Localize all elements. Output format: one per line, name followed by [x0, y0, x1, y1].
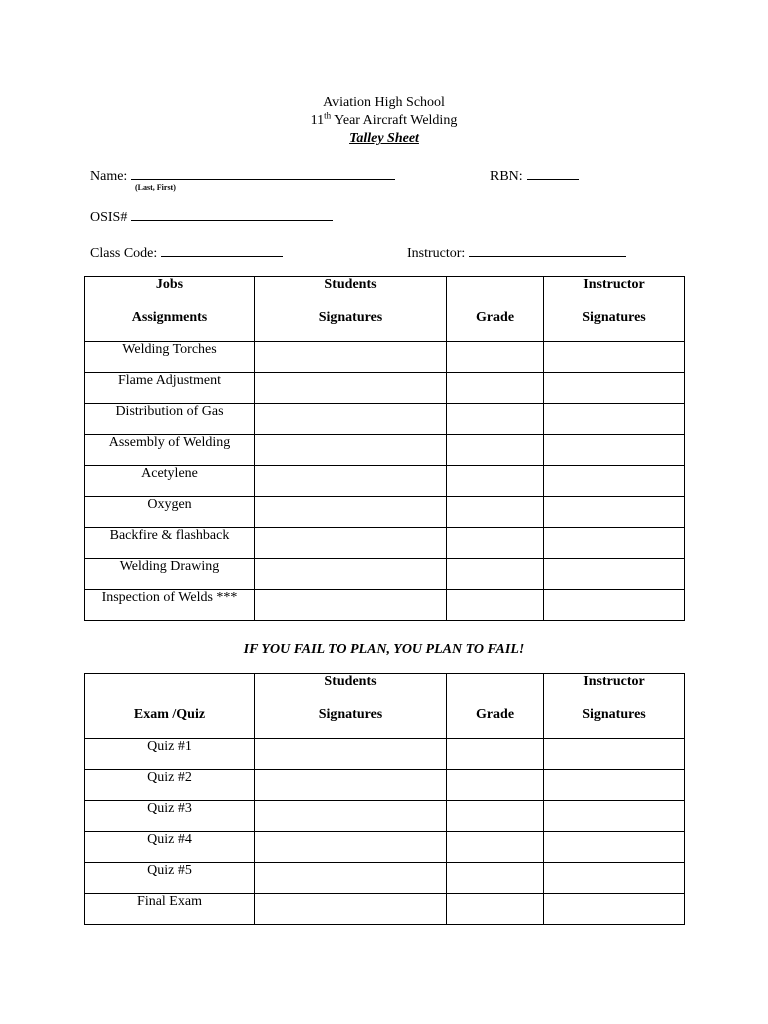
- instructor-signature-cell[interactable]: [544, 342, 685, 373]
- students-header-bottom: Signatures: [318, 707, 383, 722]
- instructor-header-top: Instructor: [583, 674, 645, 689]
- row-label: Assembly of Welding: [85, 435, 255, 466]
- instructor-signature-cell[interactable]: [544, 832, 685, 863]
- student-signature-cell[interactable]: [255, 832, 447, 863]
- exam-row: [85, 801, 685, 832]
- exam-row: [85, 832, 685, 863]
- student-signature-cell[interactable]: [255, 435, 447, 466]
- job-row: [85, 373, 685, 404]
- students-signature-header-cell: [255, 674, 447, 739]
- instructor-header-bottom: Signatures: [582, 707, 646, 722]
- student-signature-cell[interactable]: [255, 559, 447, 590]
- job-row: [85, 342, 685, 373]
- job-row: [85, 435, 685, 466]
- instructor-header-bottom: Signatures: [582, 310, 646, 325]
- exam-row: [85, 863, 685, 894]
- course-name: Year Aircraft Welding: [331, 113, 458, 128]
- course-year-suffix: th: [324, 110, 332, 121]
- student-signature-cell[interactable]: [255, 404, 447, 435]
- row-label: Quiz #2: [85, 770, 255, 801]
- instructor-signature-cell[interactable]: [544, 863, 685, 894]
- students-header-top: Students: [324, 674, 377, 689]
- exam-row: [85, 739, 685, 770]
- grade-cell[interactable]: [447, 559, 544, 590]
- name-label: Name:: [90, 169, 128, 184]
- instructor-signature-cell[interactable]: [544, 559, 685, 590]
- row-label: Welding Torches: [85, 342, 255, 373]
- instructor-header-top: Instructor: [583, 277, 645, 292]
- job-row: [85, 528, 685, 559]
- class-code-label: Class Code:: [90, 246, 158, 261]
- exam-header: Exam /Quiz: [133, 707, 206, 722]
- students-signature-header-cell: [255, 277, 447, 342]
- grade-cell[interactable]: [447, 801, 544, 832]
- instructor-line: [469, 243, 626, 257]
- grade-cell[interactable]: [447, 894, 544, 925]
- exam-row: [85, 770, 685, 801]
- student-signature-cell[interactable]: [255, 528, 447, 559]
- jobs-header-cell: [85, 277, 255, 342]
- grade-cell[interactable]: [447, 466, 544, 497]
- student-signature-cell[interactable]: [255, 373, 447, 404]
- instructor-signature-cell[interactable]: [544, 435, 685, 466]
- job-row: [85, 404, 685, 435]
- rbn-line: [527, 166, 579, 180]
- student-signature-cell[interactable]: [255, 894, 447, 925]
- grade-cell[interactable]: [447, 590, 544, 621]
- instructor-signature-cell[interactable]: [544, 739, 685, 770]
- grade-cell[interactable]: [447, 404, 544, 435]
- rbn-label: RBN:: [490, 169, 523, 184]
- row-label: Welding Drawing: [85, 559, 255, 590]
- grade-cell[interactable]: [447, 528, 544, 559]
- grade-cell[interactable]: [447, 497, 544, 528]
- instructor-signature-cell[interactable]: [544, 528, 685, 559]
- student-signature-cell[interactable]: [255, 770, 447, 801]
- osis-line: [131, 207, 333, 221]
- sheet-title: Talley Sheet: [349, 131, 419, 146]
- instructor-field: [407, 243, 626, 262]
- job-row: [85, 559, 685, 590]
- job-row: [85, 590, 685, 621]
- grade-cell[interactable]: [447, 435, 544, 466]
- exam-table: [84, 673, 685, 925]
- job-row: [85, 466, 685, 497]
- jobs-table-header-row: [85, 277, 685, 342]
- job-row: [85, 497, 685, 528]
- class-code-line: [161, 243, 283, 257]
- motto: IF YOU FAIL TO PLAN, YOU PLAN TO FAIL!: [243, 642, 525, 657]
- exam-table-header-row: [85, 674, 685, 739]
- exam-header-cell: [85, 674, 255, 739]
- exam-row: [85, 894, 685, 925]
- student-signature-cell[interactable]: [255, 590, 447, 621]
- document-header: [0, 94, 768, 148]
- grade-cell[interactable]: [447, 739, 544, 770]
- school-name: Aviation High School: [323, 95, 445, 110]
- row-label: Backfire & flashback: [85, 528, 255, 559]
- row-label: Final Exam: [85, 894, 255, 925]
- grade-header-cell: [447, 674, 544, 739]
- instructor-signature-cell[interactable]: [544, 770, 685, 801]
- osis-field: [90, 207, 333, 226]
- grade-cell[interactable]: [447, 770, 544, 801]
- instructor-signature-header-cell: [544, 674, 685, 739]
- instructor-signature-cell[interactable]: [544, 373, 685, 404]
- instructor-signature-cell[interactable]: [544, 497, 685, 528]
- course-year-number: 11: [310, 113, 325, 128]
- row-label: Flame Adjustment: [85, 373, 255, 404]
- row-label: Quiz #4: [85, 832, 255, 863]
- student-signature-cell[interactable]: [255, 466, 447, 497]
- instructor-signature-cell[interactable]: [544, 404, 685, 435]
- class-code-field: [90, 243, 283, 262]
- grade-header-cell: [447, 277, 544, 342]
- instructor-signature-header-cell: [544, 277, 685, 342]
- jobs-header-top: Jobs: [155, 277, 184, 292]
- osis-label: OSIS#: [90, 210, 128, 225]
- student-signature-cell[interactable]: [255, 497, 447, 528]
- grade-cell[interactable]: [447, 863, 544, 894]
- row-label: Inspection of Welds ***: [85, 590, 255, 621]
- grade-cell[interactable]: [447, 373, 544, 404]
- student-signature-cell[interactable]: [255, 739, 447, 770]
- student-signature-cell[interactable]: [255, 801, 447, 832]
- row-label: Oxygen: [85, 497, 255, 528]
- grade-header: Grade: [475, 707, 515, 722]
- row-label: Acetylene: [85, 466, 255, 497]
- students-header-bottom: Signatures: [318, 310, 383, 325]
- instructor-signature-cell[interactable]: [544, 801, 685, 832]
- course-title: [0, 112, 768, 130]
- row-label: Quiz #3: [85, 801, 255, 832]
- jobs-table: [84, 276, 685, 621]
- row-label: Quiz #5: [85, 863, 255, 894]
- grade-header: Grade: [475, 310, 515, 325]
- row-label: Quiz #1: [85, 739, 255, 770]
- instructor-signature-cell[interactable]: [544, 466, 685, 497]
- rbn-field: [490, 166, 579, 185]
- grade-cell[interactable]: [447, 832, 544, 863]
- students-header-top: Students: [324, 277, 377, 292]
- instructor-signature-cell[interactable]: [544, 590, 685, 621]
- row-label: Distribution of Gas: [85, 404, 255, 435]
- name-line: [131, 166, 395, 180]
- student-signature-cell[interactable]: [255, 863, 447, 894]
- student-signature-cell[interactable]: [255, 342, 447, 373]
- instructor-label: Instructor:: [407, 246, 466, 261]
- jobs-header-bottom: Assignments: [131, 310, 208, 325]
- name-hint: (Last, First): [135, 183, 176, 192]
- instructor-signature-cell[interactable]: [544, 894, 685, 925]
- grade-cell[interactable]: [447, 342, 544, 373]
